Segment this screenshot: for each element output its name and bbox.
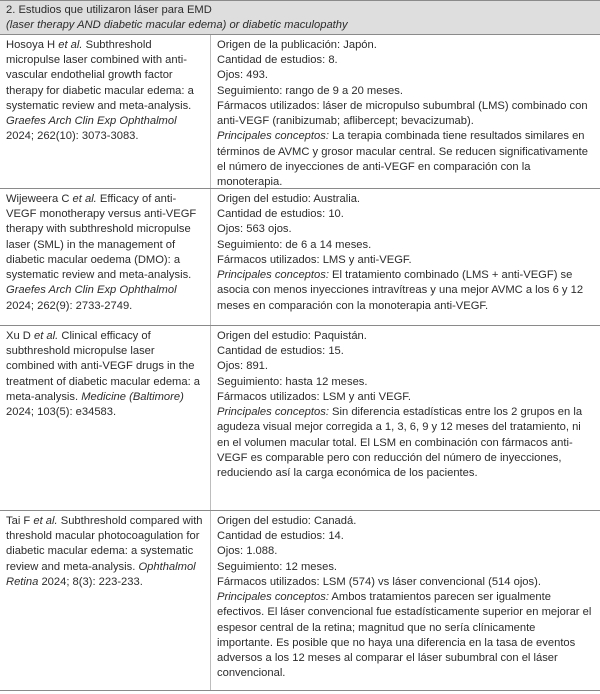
concepts-line	[217, 590, 594, 681]
search-term-d: diabetic maculopathy	[242, 19, 348, 31]
search-term-a: (laser therapy AND	[6, 19, 104, 31]
concepts-text: Sin diferencia estadísticas entre los 2 grupos en la agudeza visual mejor corregida a 1, 3, 6, 9 y 12 meses del tratamiento, ni en el volumen macular total. El LSM en combinación con fármacos anti-VEGF es comparable pero con reducción del número de inyecciones, reduciendo así la carga económica de los pacientes.	[217, 406, 583, 480]
concepts-text: Ambos tratamientos parecen ser igualmente efectivos. El láser convencional fue estadísticamente superior en mejorar el espesor central de la retina; magnitud que no sería clínicamente importante. Es posible que no haya una diferencia en la tasa de eventos adversos a los 12 meses al comparar el láser subumbral con el láser convencional.	[217, 591, 592, 680]
table-row	[0, 326, 600, 511]
concepts-label: Principales conceptos:	[217, 406, 329, 419]
ref-author: Xu D	[6, 330, 34, 342]
ref-cite: 2024; 103(5): e34583.	[6, 406, 117, 419]
ref-cite: 2024; 8(3): 223-233.	[38, 575, 143, 588]
followup-line: Seguimiento: rango de 9 a 20 meses.	[217, 84, 403, 97]
concepts-label: Principales conceptos:	[217, 130, 329, 143]
ref-author: Wijeweera C	[6, 193, 73, 205]
eyes-line: Ojos: 1.088.	[217, 545, 278, 558]
search-term-b: diabetic macular edema	[103, 19, 223, 31]
reference-cell	[0, 35, 210, 188]
ref-journal: Graefes Arch Clin Exp Ophthalmol	[6, 115, 177, 128]
studies-line: Cantidad de estudios: 10.	[217, 208, 344, 221]
ref-cite: 2024; 262(10): 3073-3083.	[6, 130, 139, 143]
concepts-line	[217, 129, 594, 190]
ref-author: Hosoya H	[6, 39, 59, 51]
eyes-line: Ojos: 891.	[217, 360, 268, 373]
ref-title: Subthreshold micropulse laser combined with anti-vascular endothelial growth factor therapy for diabetic macular edema: a systematic review and meta-analysis.	[6, 39, 194, 112]
ref-journal: Ophthalmol Retina	[6, 560, 196, 588]
ref-etal: et al.	[33, 515, 58, 527]
reference-cell	[0, 189, 210, 325]
search-term-c: ) or	[222, 19, 243, 31]
summary-cell	[210, 189, 600, 325]
search-terms	[6, 18, 594, 33]
table-row	[0, 189, 600, 326]
summary-cell	[210, 35, 600, 188]
reference-cell	[0, 511, 210, 690]
origin-line: Origen del estudio: Canadá.	[217, 515, 357, 527]
summary-cell	[210, 326, 600, 510]
origin-line: Origen del estudio: Australia.	[217, 193, 361, 205]
ref-etal: et al.	[72, 193, 97, 205]
section-title: 2. Estudios que utilizaron láser para EMD	[6, 4, 212, 16]
ref-author: Tai F	[6, 515, 34, 527]
drugs-line: Fármacos utilizados: láser de micropulso subumbral (LMS) combinado con anti-VEGF (ranibizumab; aflibercept; bevacizumab).	[217, 99, 588, 128]
studies-line: Cantidad de estudios: 14.	[217, 530, 344, 543]
summary-cell	[210, 511, 600, 690]
ref-title: Clinical efficacy of subthreshold micropulse laser combined with anti-VEGF drugs in the treatment of diabetic macular edema: a meta-analysis.	[6, 330, 201, 403]
concepts-line	[217, 405, 594, 481]
drugs-line: Fármacos utilizados: LMS y anti-VEGF.	[217, 253, 412, 266]
concepts-text: La terapia combinada tiene resultados similares en términos de AVMC y grosor macular central. Se reducen significativamente el número de inyecciones de anti-VEGF en comparación con la monoterapia.	[217, 130, 589, 189]
concepts-label: Principales conceptos:	[217, 269, 329, 282]
studies-line: Cantidad de estudios: 8.	[217, 54, 338, 67]
eyes-line: Ojos: 493.	[217, 69, 268, 82]
ref-cite: 2024; 262(9): 2733-2749.	[6, 299, 133, 312]
followup-line: Seguimiento: 12 meses.	[217, 560, 338, 573]
ref-journal: Graefes Arch Clin Exp Ophthalmol	[6, 284, 177, 297]
ref-etal: et al.	[58, 39, 83, 51]
drugs-line: Fármacos utilizados: LSM (574) vs láser convencional (514 ojos).	[217, 575, 541, 588]
studies-line: Cantidad de estudios: 15.	[217, 345, 344, 358]
eyes-line: Ojos: 563 ojos.	[217, 223, 292, 236]
concepts-line	[217, 268, 594, 314]
table-row	[0, 511, 600, 691]
ref-journal: Medicine (Baltimore)	[81, 390, 184, 403]
reference-cell	[0, 326, 210, 510]
followup-line: Seguimiento: de 6 a 14 meses.	[217, 238, 372, 251]
followup-line: Seguimiento: hasta 12 meses.	[217, 375, 368, 388]
table-header	[0, 1, 600, 35]
concepts-text: El tratamiento combinado (LMS + anti-VEGF) se asocia con menos inyecciones intravítreas y una mejor AVMC a los 6 y 12 meses en comparación con la monoterapia anti-VEGF.	[217, 269, 584, 312]
ref-title: Subthreshold compared with threshold macular photocoagulation for diabetic macular edema: a systematic review and meta-analysis.	[6, 515, 203, 573]
drugs-line: Fármacos utilizados: LSM y anti VEGF.	[217, 390, 411, 403]
ref-etal: et al.	[33, 330, 59, 342]
concepts-label: Principales conceptos:	[217, 591, 329, 604]
table-row	[0, 35, 600, 189]
origin-line: Origen del estudio: Paquistán.	[217, 330, 367, 342]
origin-line: Origen de la publicación: Japón.	[217, 39, 377, 51]
ref-title: Efficacy of anti-VEGF monotherapy versus anti-VEGF therapy with subthreshold micropulse laser (SML) in the management of diabetic macular oedema (DMO): a systematic review and meta-analysis.	[6, 193, 197, 282]
